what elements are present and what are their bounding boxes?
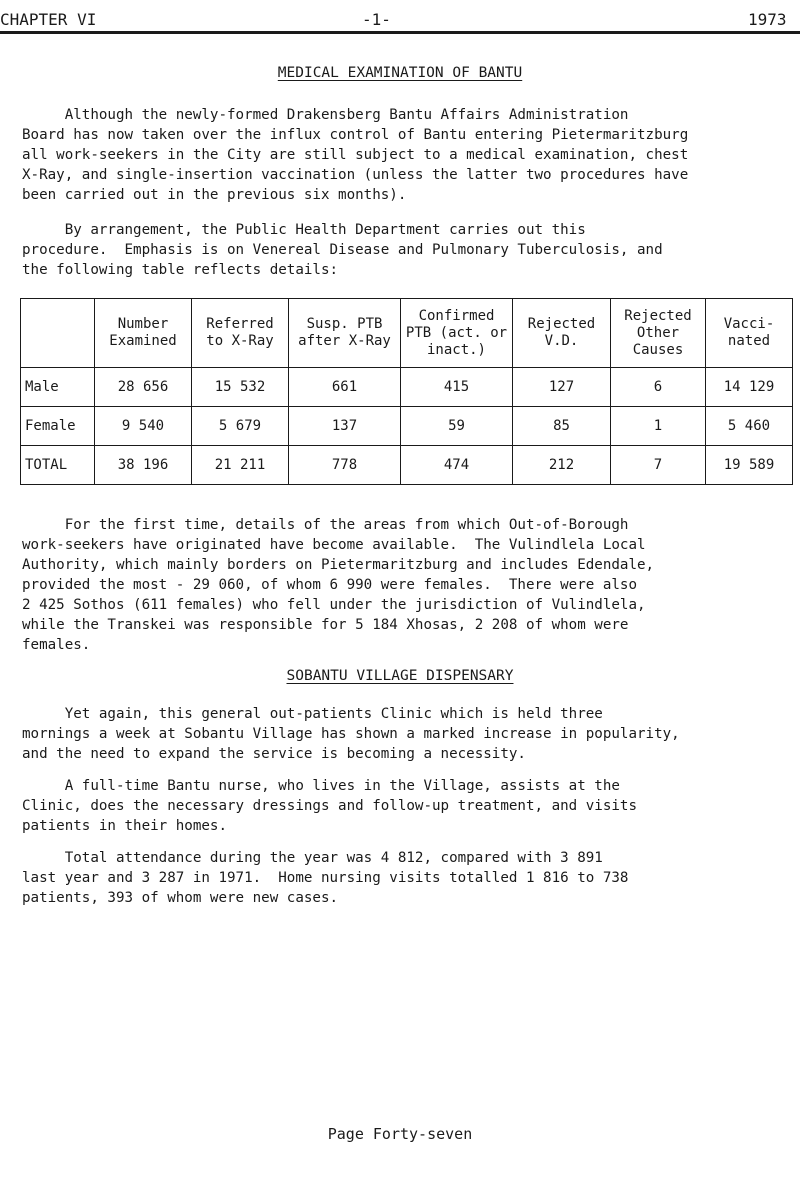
header-rule bbox=[0, 31, 800, 34]
table-cell: 127 bbox=[513, 368, 611, 407]
section-title-dispensary: SOBANTU VILLAGE DISPENSARY bbox=[286, 668, 514, 684]
table-cell: 137 bbox=[289, 407, 401, 446]
table-cell: 38 196 bbox=[95, 446, 192, 485]
table-cell: 21 211 bbox=[192, 446, 289, 485]
table-cell: 28 656 bbox=[95, 368, 192, 407]
table-row bbox=[21, 407, 793, 446]
table-cell: 474 bbox=[401, 446, 513, 485]
table-cell: 59 bbox=[401, 407, 513, 446]
table-row bbox=[21, 368, 793, 407]
row-label: Female bbox=[21, 407, 95, 446]
table-cell: 85 bbox=[513, 407, 611, 446]
column-header: Vacci- nated bbox=[706, 299, 793, 368]
column-header: Rejected V.D. bbox=[513, 299, 611, 368]
row-label: Male bbox=[21, 368, 95, 407]
paragraph-attendance: Total attendance during the year was 4 812, compared with 3 891 last year and 3 287 in 1971. Home nursing visits totalled 1 816 to 738 patients, 393 of whom were new cases. bbox=[22, 850, 629, 906]
column-header: Susp. PTB after X-Ray bbox=[289, 299, 401, 368]
paragraph-nurse: A full-time Bantu nurse, who lives in the Village, assists at the Clinic, does the necessary dressings and follow-up treatment, and visits patients in their homes. bbox=[22, 778, 637, 834]
paragraph-arrangement: By arrangement, the Public Health Department carries out this procedure. Emphasis is on Venereal Disease and Pulmonary Tuberculosis, and the following table reflects details: bbox=[22, 222, 663, 278]
table-cell: 212 bbox=[513, 446, 611, 485]
table-cell: 5 460 bbox=[706, 407, 793, 446]
column-header: Referred to X-Ray bbox=[192, 299, 289, 368]
table-cell: 6 bbox=[611, 368, 706, 407]
table-cell: 1 bbox=[611, 407, 706, 446]
examination-table bbox=[20, 298, 793, 485]
paragraph-intro: Although the newly-formed Drakensberg Bantu Affairs Administration Board has now taken over the influx control of Bantu entering Pietermaritzburg all work-seekers in the City are still subject to a medical examination, chest X-Ray, and single-insertion vaccination (unless the latter two procedures have been carried out in the previous six months). bbox=[22, 107, 689, 203]
table-cell: 661 bbox=[289, 368, 401, 407]
table-cell: 14 129 bbox=[706, 368, 793, 407]
paragraph-out-of-borough: For the first time, details of the areas from which Out-of-Borough work-seekers have originated have become available. The Vulindlela Local Authority, which mainly borders on Pietermaritzburg and includes Edendale, provided the most - 29 060, of whom 6 990 were females. There were also 2 425 Sothos (611 females) who fell under the jurisdiction of Vulindlela, while the Transkei was responsible for 5 184 Xhosas, 2 208 of whom were females. bbox=[22, 517, 655, 653]
paragraph-clinic: Yet again, this general out-patients Clinic which is held three mornings a week at Sobantu Village has shown a marked increase in popularity, and the need to expand the service is becoming a necessity. bbox=[22, 706, 680, 762]
column-header bbox=[21, 299, 95, 368]
table-cell: 415 bbox=[401, 368, 513, 407]
column-header: Number Examined bbox=[95, 299, 192, 368]
table-row bbox=[21, 446, 793, 485]
page-number: -1- bbox=[362, 10, 391, 29]
table-cell: 778 bbox=[289, 446, 401, 485]
column-header: Confirmed PTB (act. or inact.) bbox=[401, 299, 513, 368]
table-cell: 19 589 bbox=[706, 446, 793, 485]
year-label: 1973 bbox=[748, 10, 787, 29]
table-cell: 7 bbox=[611, 446, 706, 485]
chapter-label: CHAPTER VI bbox=[0, 10, 97, 29]
table-header-row bbox=[21, 299, 793, 368]
section-title-medical: MEDICAL EXAMINATION OF BANTU bbox=[277, 65, 523, 81]
table-cell: 15 532 bbox=[192, 368, 289, 407]
page-footer: Page Forty-seven bbox=[327, 1125, 473, 1143]
table-cell: 5 679 bbox=[192, 407, 289, 446]
table-cell: 9 540 bbox=[95, 407, 192, 446]
row-label: TOTAL bbox=[21, 446, 95, 485]
column-header: Rejected Other Causes bbox=[611, 299, 706, 368]
